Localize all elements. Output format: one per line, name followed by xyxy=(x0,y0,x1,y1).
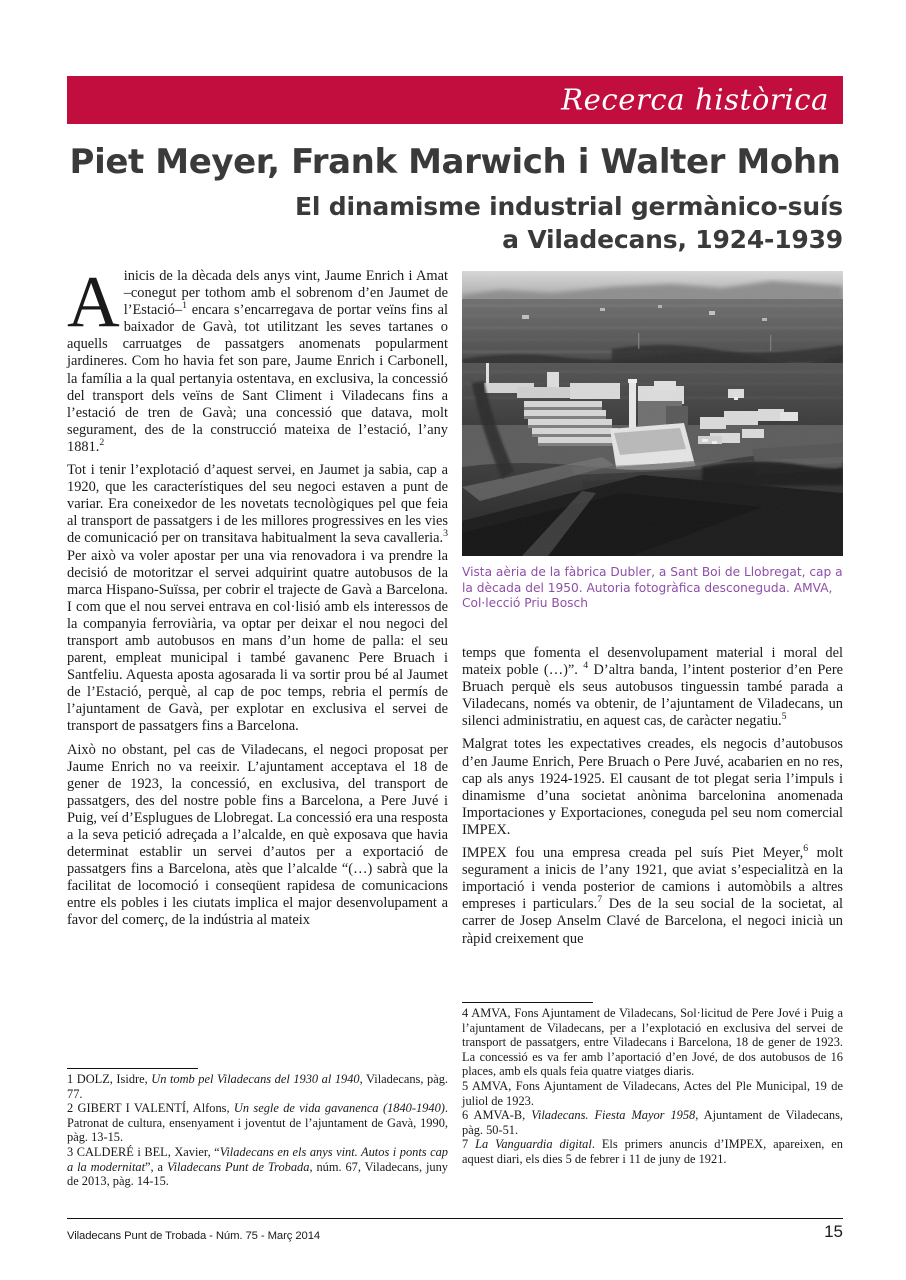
footnote-2-italic: Un segle de vida gavanenca (1840-1940) xyxy=(233,1101,445,1116)
footnote-separator-right xyxy=(462,1002,593,1003)
footnote-6-italic: Viladecans. Fiesta Mayor 1958 xyxy=(531,1108,696,1123)
paragraph-1-text-b: encara s’encarregava de portar veïns fins al baixador de Gavà, tot utilitzant les seves tartanes o aquells carruatges de passatgers anomenats popularment jardineres. Com ho havia fet son pare, Jaume Enrich i Carbonell, la família a la qual pertanyia ostentava, en exclusiva, la concessió del transport dels veïns de Sant Climent i Viladecans fins a l’estació de tren de Gavà; una concessió que datava, molt segurament, des de la construcció mateixa de l’estació, l’any 1881. xyxy=(67,302,448,455)
footnote-5-num: 5 xyxy=(462,1078,469,1093)
footnote-2-post: . Patronat de cultura, ensenyament i joventut de l’ajuntament de Gavà, 1990, pàg. 13-15. xyxy=(67,1101,448,1145)
footnote-4-num: 4 xyxy=(462,1006,469,1020)
footnote-2-pre: GIBERT I VALENTÍ, Alfons, xyxy=(73,1101,234,1116)
footnote-1-italic: Un tomb pel Viladecans del 1930 al 1940 xyxy=(151,1072,360,1086)
footnote-item-5 xyxy=(462,1079,843,1108)
footnote-item-2 xyxy=(67,1101,448,1145)
paragraph-6-text-a: IMPEX fou una empresa creada pel suís Piet Meyer, xyxy=(462,845,804,862)
paragraph-2-text-b: Per això va voler apostar per una via renovadora i va prendre la decisió de motoritzar el servei adquirint quatre autobusos de la marca Hispano-Suïssa, per cobrir el trajecte de Gavà a Barcelona. I com que el nou servei entrava en col·lisió amb els interessos de la companyia ferroviària, va optar per deixar el nou negoci del transport amb autobusos en mans d’un home de palla: el seu parent, empleat municipal i també gavanenc Pere Bruach i Santfeliu. Aquesta aposta agosarada li va sortir prou bé al Jaumet de l’Estació, perquè, al cap de poc temps, rebria el permís de l’ajuntament de Gavà, per explotar en exclusiva el servei de transport de passatgers fins a Barcelona. xyxy=(67,547,448,735)
paragraph-2-text-a: Tot i tenir l’explotació d’aquest servei, en Jaumet ja sabia, cap a 1920, que les característiques del seu negoci estaven a punt de variar. Era coneixedor de les novetats tecnològiques pel que feia al transport de passatgers i de les millores progressives en les vies de comunicació per on transitava habitualment la seva cavalleria. xyxy=(67,462,448,547)
footnote-ref-6[interactable]: 6 xyxy=(803,843,809,855)
footnotes-right xyxy=(462,1002,843,1167)
footnote-ref-4[interactable]: 4 xyxy=(583,660,589,672)
footnote-3-num: 3 xyxy=(67,1144,74,1159)
footnote-3-mid: ”, a xyxy=(145,1159,167,1174)
footnote-5-text: AMVA, Fons Ajuntament de Viladecans, Actes del Ple Municipal, 19 de juliol de 1923. xyxy=(462,1078,843,1108)
footer-divider xyxy=(67,1218,843,1219)
section-banner xyxy=(67,76,843,124)
footnote-ref-1[interactable]: 1 xyxy=(182,300,187,312)
footnote-3-italic2: Viladecans Punt de Trobada xyxy=(166,1159,310,1174)
footnote-ref-5[interactable]: 5 xyxy=(781,711,787,723)
footnote-item-1 xyxy=(67,1072,448,1101)
footnote-item-7 xyxy=(462,1137,843,1166)
footnote-6-pre: AMVA-B, xyxy=(468,1108,532,1123)
paragraph-6-text-b: molt segurament a inicis de l’any 1921, que aviat s’especialitzà en la importació i venda posterior de camions i automòbils a altres empreses i particulars. xyxy=(462,845,844,913)
footnote-ref-7[interactable]: 7 xyxy=(597,894,603,906)
paragraph-6 xyxy=(462,845,843,948)
page-number: 15 xyxy=(824,1222,843,1241)
paragraph-5: Malgrat totes les expectatives creades, els negocis d’autobusos d’en Jaume Enrich, Pere Bruach o Pere Juvé, acabarien en no res, cap als anys 1924-1925. El causant de tot plegat seria l’impuls i dinamisme d’una societat anònima barcelonina anomenada Importaciones y Exportaciones, coneguda pel seu nom comercial IMPEX. xyxy=(462,736,843,838)
footnote-3-italic: Viladecans en els anys vint. Autos i ponts cap a la modernitat xyxy=(67,1144,449,1174)
body-column-left xyxy=(67,261,448,930)
page-subtitle-line1: El dinamisme industrial germànico-suís xyxy=(295,192,843,221)
paragraph-1-text-a: inicis de la dècada dels anys vint, Jaume Enrich i Amat –conegut per tothom amb el sobrenom d’en Jaumet de l’Estació– xyxy=(123,268,448,319)
footnote-item-3 xyxy=(67,1145,448,1189)
aerial-photo-dubler-factory xyxy=(462,271,843,556)
paragraph-4-text-a: temps que fomenta el desenvolupament material i moral del mateix poble (…)”. xyxy=(462,645,843,679)
paragraph-3: Això no obstant, pel cas de Viladecans, el negoci proposat per Jaume Enrich no va reeixir. L’ajuntament acceptava el 18 de gener de 1923, la concessió, en exclusiva, del transport de passatgers, des del nostre poble fins a Barcelona, a Pere Juvé i Puig, veí d’Esplugues de Llobregat. La concessió era una resposta a la seva petició adreçada a l’alcalde, en què exposava que havia determinat establir un servei d’autos per a exportació de passatgers fins a Barcelona, atès que l’alcalde “(…) sabrà que la facilitat de locomoció i conseqüent rapidesa de comunicacions entre els pobles i les ciutats implica el major desenvolupament a favor del comerç, de la indústria al mateix xyxy=(67,741,448,929)
footnote-ref-2[interactable]: 2 xyxy=(99,437,105,449)
footnote-6-post: , Ajuntament de Viladecans, pàg. 50-51. xyxy=(462,1108,844,1137)
paragraph-6-text-c: Des de la seu social de la societat, al carrer de Josep Anselm Clavé de Barcelona, el negoci inicià un ràpid creixement que xyxy=(462,896,843,947)
footnote-3-post: , núm. 67, Viladecans, juny de 2013, pàg. 14-15. xyxy=(67,1159,448,1189)
footnote-ref-3[interactable]: 3 xyxy=(443,528,448,540)
footnote-2-num: 2 xyxy=(67,1101,74,1116)
footnote-1-post: , Viladecans, pàg. 77. xyxy=(67,1072,448,1101)
footnotes-left xyxy=(67,1068,448,1189)
footnote-item-4 xyxy=(462,1006,843,1079)
footnote-separator-left xyxy=(67,1068,198,1069)
footnote-7-italic: La Vanguardia digital xyxy=(468,1137,592,1152)
paragraph-2 xyxy=(67,462,448,736)
paragraph-4-text-b: D’altra banda, l’intent posterior d’en Pere Bruach perquè els seus autobusos tinguessin també parada a Viladecans, només va obtenir, de l’ajuntament de Viladecans, un silenci administratiu, en aquest cas, de caràcter negatiu. xyxy=(462,662,843,730)
footnote-1-num: 1 xyxy=(67,1072,74,1086)
footnote-1-pre: DOLZ, Isidre, xyxy=(73,1072,152,1086)
page-subtitle-line2: a Viladecans, 1924-1939 xyxy=(502,225,843,254)
footnote-4-text: AMVA, Fons Ajuntament de Viladecans, Sol·licitud de Pere Jové i Puig a l’ajuntament de Viladecans, per a l’explotació en exclusiva del servei de transport de passatgers, entre Viladecans i Barcelona, 18 de gener de 1923. La concessió es va fer amb l’aportació d’en Jové, de dos autobusos de 16 places, amb els quals feia quatre viatges diaris. xyxy=(462,1006,843,1079)
page-title: Piet Meyer, Frank Marwich i Walter Mohn xyxy=(69,142,841,182)
photo-graphic xyxy=(462,271,843,556)
section-label: Recerca històrica xyxy=(561,82,829,117)
footer-publication: Viladecans Punt de Trobada - Núm. 75 - Març 2014 xyxy=(67,1230,321,1242)
drop-cap: A xyxy=(67,261,120,342)
footnote-7-num: 7 xyxy=(462,1137,469,1152)
footnote-item-6 xyxy=(462,1108,843,1137)
paragraph-1 xyxy=(67,261,448,456)
paragraph-4 xyxy=(462,645,843,730)
body-column-right xyxy=(462,645,843,948)
footnote-6-num: 6 xyxy=(462,1108,469,1123)
photo-caption: Vista aèria de la fàbrica Dubler, a Sant Boi de Llobregat, cap a la dècada del 1950. Autoria fotogràfica desconeguda. AMVA, Col·lecció Priu Bosch xyxy=(462,565,843,611)
footnote-3-pre: CALDERÉ i BEL, Xavier, “ xyxy=(73,1144,220,1159)
footnote-7-post: . Els primers anuncis d’IMPEX, apareixen, en aquest diari, els dies 5 de febrer i 11 de juny de 1921. xyxy=(462,1137,843,1166)
